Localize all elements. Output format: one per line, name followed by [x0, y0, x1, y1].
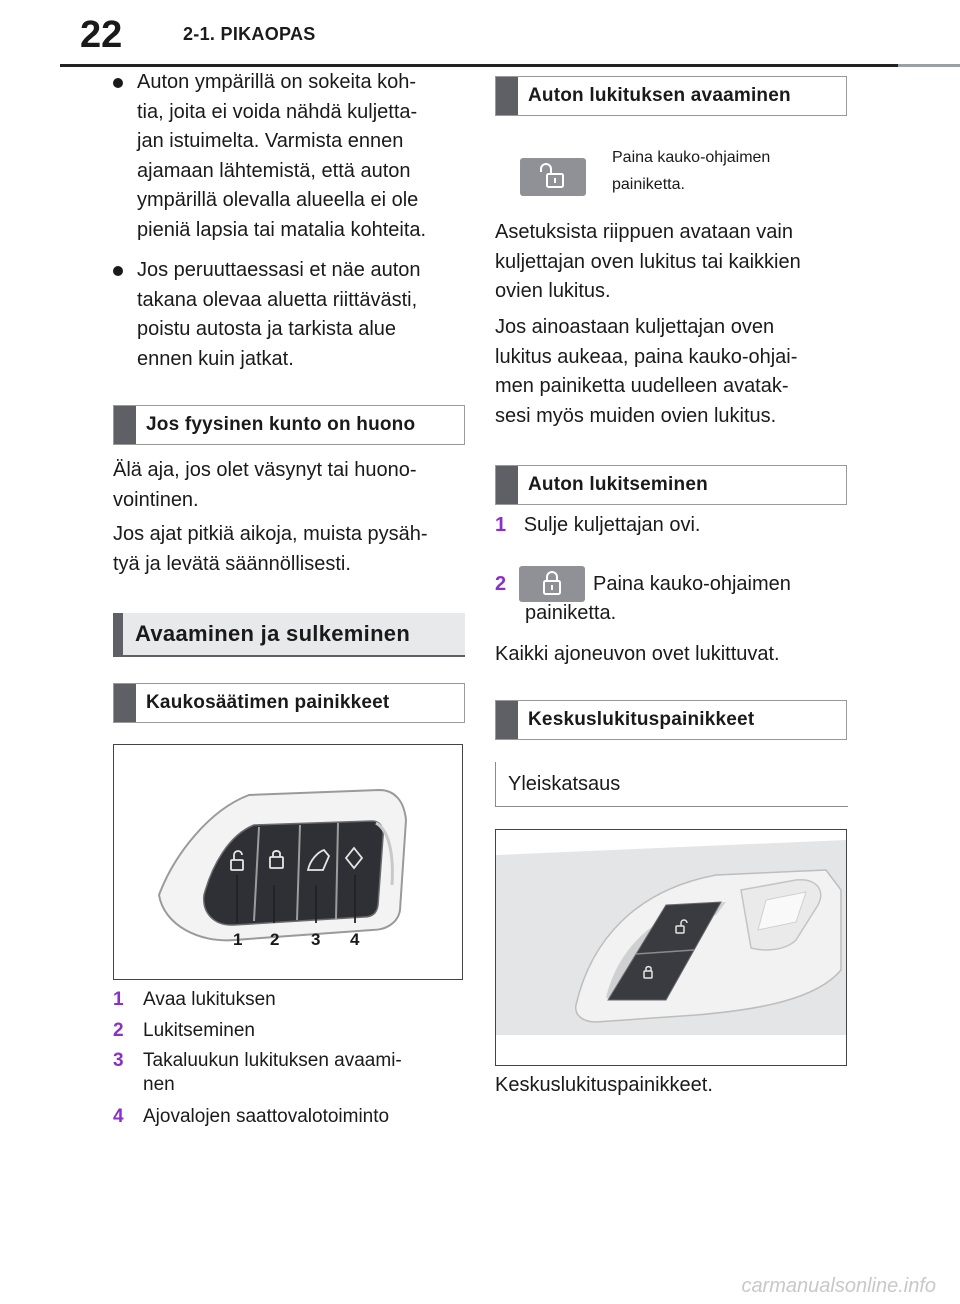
- list-text: Avaa lukituksen: [143, 989, 276, 1010]
- remote-key-figure: [113, 744, 463, 980]
- heading-remote-buttons: [113, 683, 465, 723]
- heading-lock-car: [495, 465, 847, 505]
- lock-step-2-continued: painiketta.: [525, 602, 617, 624]
- heading-bar: [496, 701, 518, 739]
- door-panel-illustration: [496, 830, 846, 1065]
- para-condition-2: Jos ajat pitkiä aikoja, muista pysäh- tyä ja levätä säännöllisesti.: [113, 523, 428, 575]
- list-text: Lukitseminen: [143, 1020, 255, 1041]
- heading-open-close: [113, 613, 465, 657]
- heading-text: Keskuslukituspainikkeet: [528, 709, 755, 730]
- list-number: 3: [113, 1050, 124, 1071]
- figure-label-1: 1: [233, 930, 243, 949]
- section-title: 2-1. PIKAOPAS: [183, 24, 316, 44]
- bullet-blind-spots: Auton ympärillä on sokeita koh- tia, joita ei voida nähdä kuljetta- jan istuimelta. Varmista ennen ajamaan lähtemistä, että auton ympärillä olevalla alueella ei ole pieniä lapsia tai matalia kohteita.: [113, 68, 489, 245]
- step-text: Sulje kuljettajan ovi.: [523, 514, 701, 536]
- heading-unlock-car: [495, 76, 847, 116]
- page-number: 22: [80, 14, 123, 56]
- heading-text: Auton lukitseminen: [528, 474, 708, 495]
- lock-step-1: [495, 514, 700, 537]
- bullet-reversing: Jos peruuttaessasi et näe auton takana olevaa aluetta riittävästi, poistu autosta ja tarkista alue ennen kuin jatkat.: [113, 256, 489, 374]
- subheading-overview: Yleiskatsaus: [495, 762, 848, 807]
- heading-text: Jos fyysinen kunto on huono: [146, 414, 416, 435]
- list-text: Ajovalojen saattovalotoiminto: [143, 1106, 390, 1127]
- step-number: 1: [495, 514, 507, 536]
- heading-bar: [496, 77, 518, 115]
- step-text: Paina kauko-ohjaimen: [593, 572, 791, 595]
- step-number: 2: [495, 572, 507, 595]
- unlock-button-image: [520, 158, 586, 196]
- lock-button-image: [519, 566, 585, 602]
- para-condition-1: Älä aja, jos olet väsynyt tai huono- vointinen.: [113, 459, 417, 511]
- para-unlock-2: Jos ainoastaan kuljettajan oven lukitus aukeaa, paina kauko-ohjai- men painiketta uudelleen avatak- sesi myös muiden ovien lukitus.: [495, 316, 798, 427]
- figure-label-2: 2: [270, 930, 280, 949]
- heading-bar: [114, 406, 136, 444]
- lock-icon: [534, 570, 570, 598]
- heading-central-locking: [495, 700, 847, 740]
- heading-bar: [114, 684, 136, 722]
- lock-step-2: [495, 566, 791, 602]
- para-lock: Kaikki ajoneuvon ovet lukittuvat.: [495, 643, 780, 665]
- list-number: 4: [113, 1106, 124, 1127]
- central-locking-figure: [495, 829, 847, 1066]
- heading-text: Avaaminen ja sulkeminen: [135, 621, 411, 646]
- figure-label-4: 4: [350, 930, 360, 949]
- list-text: Takaluukun lukituksen avaami- nen: [143, 1050, 402, 1095]
- para-unlock-1: Asetuksista riippuen avataan vain kuljettajan oven lukitus tai kaikkien ovien lukitus.: [495, 221, 801, 302]
- list-number: 1: [113, 989, 124, 1010]
- heading-bar: [496, 466, 518, 504]
- unlock-caption: Paina kauko-ohjaimen painiketta.: [612, 149, 771, 193]
- unlock-icon: [533, 162, 573, 192]
- heading-bar: [113, 613, 123, 655]
- watermark: carmanualsonline.info: [741, 1275, 936, 1297]
- header-rule-accent: [898, 64, 960, 67]
- header-rule: [60, 64, 960, 67]
- figure-label-3: 3: [311, 930, 321, 949]
- figure-caption-central: Keskuslukituspainikkeet.: [495, 1074, 713, 1096]
- list-number: 2: [113, 1020, 124, 1041]
- heading-text: Kaukosäätimen painikkeet: [146, 692, 390, 713]
- heading-text: Auton lukituksen avaaminen: [528, 85, 791, 106]
- heading-physical-condition: [113, 405, 465, 445]
- remote-key-illustration: [114, 745, 462, 979]
